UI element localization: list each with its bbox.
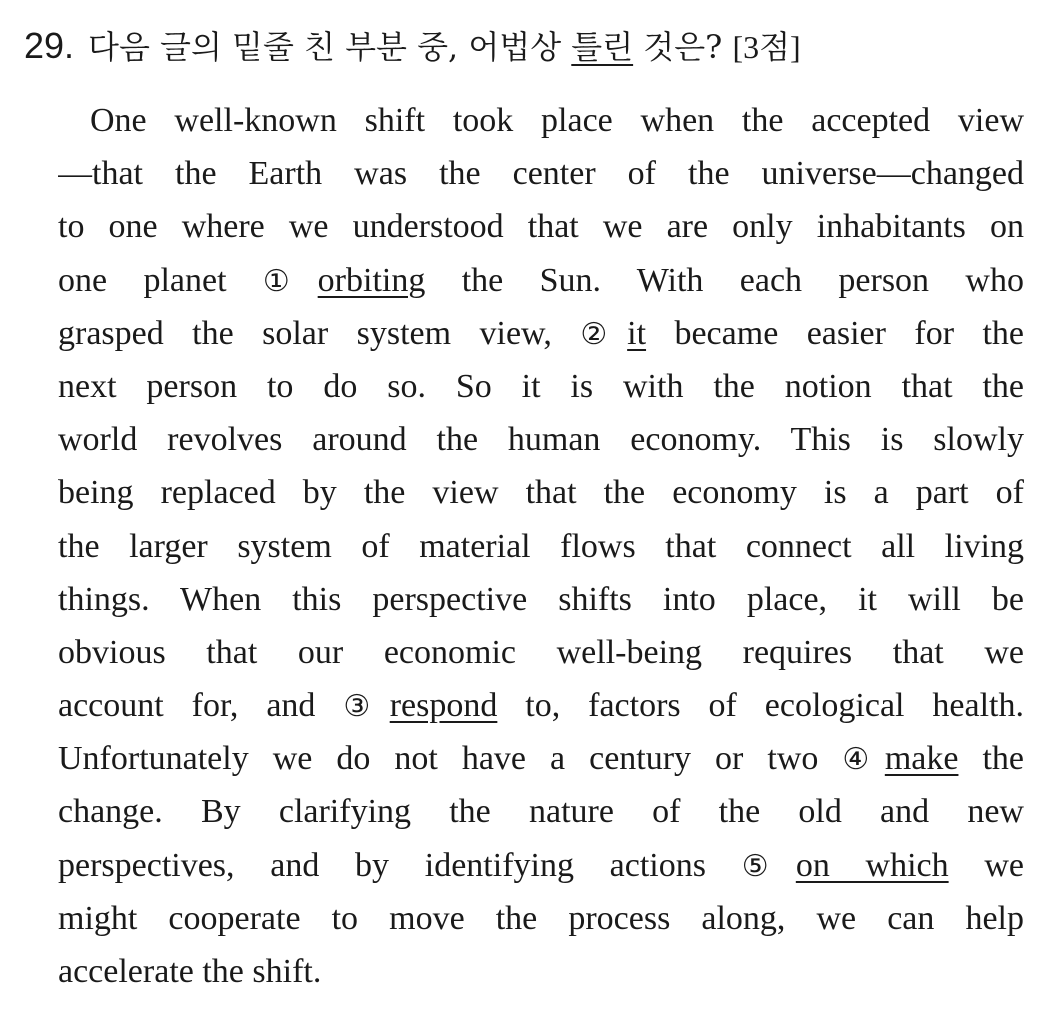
choice-marker: ② [580, 316, 628, 352]
choice-marker: ③ [343, 689, 390, 725]
passage-text: perspectives, and by identifying actions [58, 846, 742, 884]
passage-line [58, 732, 1024, 785]
passage-line [58, 945, 1024, 998]
passage-text: world revolves around the human economy. This is slowly [58, 421, 1024, 459]
underlined-choice-text: orbiting [317, 261, 426, 299]
passage-text: —that the Earth was the center of the universe—changed [58, 155, 1024, 193]
passage-line [58, 573, 1024, 626]
passage-line [58, 147, 1024, 200]
passage-text: the [958, 740, 1024, 778]
passage-text: to, factors of ecological health. [497, 687, 1024, 725]
passage-line [58, 200, 1024, 253]
passage-line [58, 626, 1024, 679]
passage-text: grasped the solar system view, [58, 314, 581, 352]
question-prompt-underlined: 틀린 [571, 28, 634, 66]
question-prompt-end: 것은? [633, 28, 733, 66]
passage-line [58, 679, 1024, 732]
passage-line [58, 520, 1024, 573]
underlined-choice-text: on which [795, 846, 949, 884]
question-points: [3점] [732, 29, 801, 65]
question-prompt: 다음 글의 밑줄 친 부분 중, 어법상 [88, 28, 572, 66]
underlined-choice-text: respond [389, 687, 498, 725]
passage-text: one planet [58, 261, 263, 299]
choice-marker: ① [262, 263, 318, 299]
passage-text: account for, and [58, 687, 344, 725]
underlined-choice-text: make [884, 740, 959, 778]
choice-marker: ④ [842, 742, 885, 778]
passage-text: might cooperate to move the process along, we can help [58, 899, 1024, 937]
question-number: 29. [24, 25, 75, 66]
passage-line [58, 466, 1024, 519]
passage-line [58, 839, 1024, 892]
passage-line [58, 254, 1024, 307]
passage-text: became easier for the [646, 314, 1024, 352]
passage-line [58, 413, 1024, 466]
passage-text: to one where we understood that we are only inhabitants on [58, 208, 1024, 246]
passage-line [58, 785, 1024, 838]
passage-text: accelerate the shift. [58, 953, 322, 990]
passage-text: being replaced by the view that the economy is a part of [58, 474, 1024, 512]
passage [58, 94, 1024, 998]
passage-line [58, 307, 1024, 360]
passage-text: Unfortunately we do not have a century or two [58, 740, 843, 778]
passage-text: change. By clarifying the nature of the old and new [58, 793, 1024, 831]
passage-line [58, 892, 1024, 945]
underlined-choice-text: it [627, 314, 647, 352]
passage-text: One well-known shift took place when the accepted view [90, 102, 1024, 139]
passage-line [58, 360, 1024, 413]
passage-text: the Sun. With each person who [425, 261, 1024, 299]
passage-text: we [948, 846, 1024, 884]
passage-text: obvious that our economic well-being requires that we [58, 633, 1024, 671]
question-header [24, 18, 801, 74]
choice-marker: ⑤ [741, 848, 796, 884]
passage-text: the larger system of material flows that connect all living [58, 527, 1024, 565]
passage-text: things. When this perspective shifts into place, it will be [58, 580, 1024, 618]
passage-line [58, 94, 1024, 147]
passage-text: next person to do so. So it is with the notion that the [58, 367, 1024, 405]
